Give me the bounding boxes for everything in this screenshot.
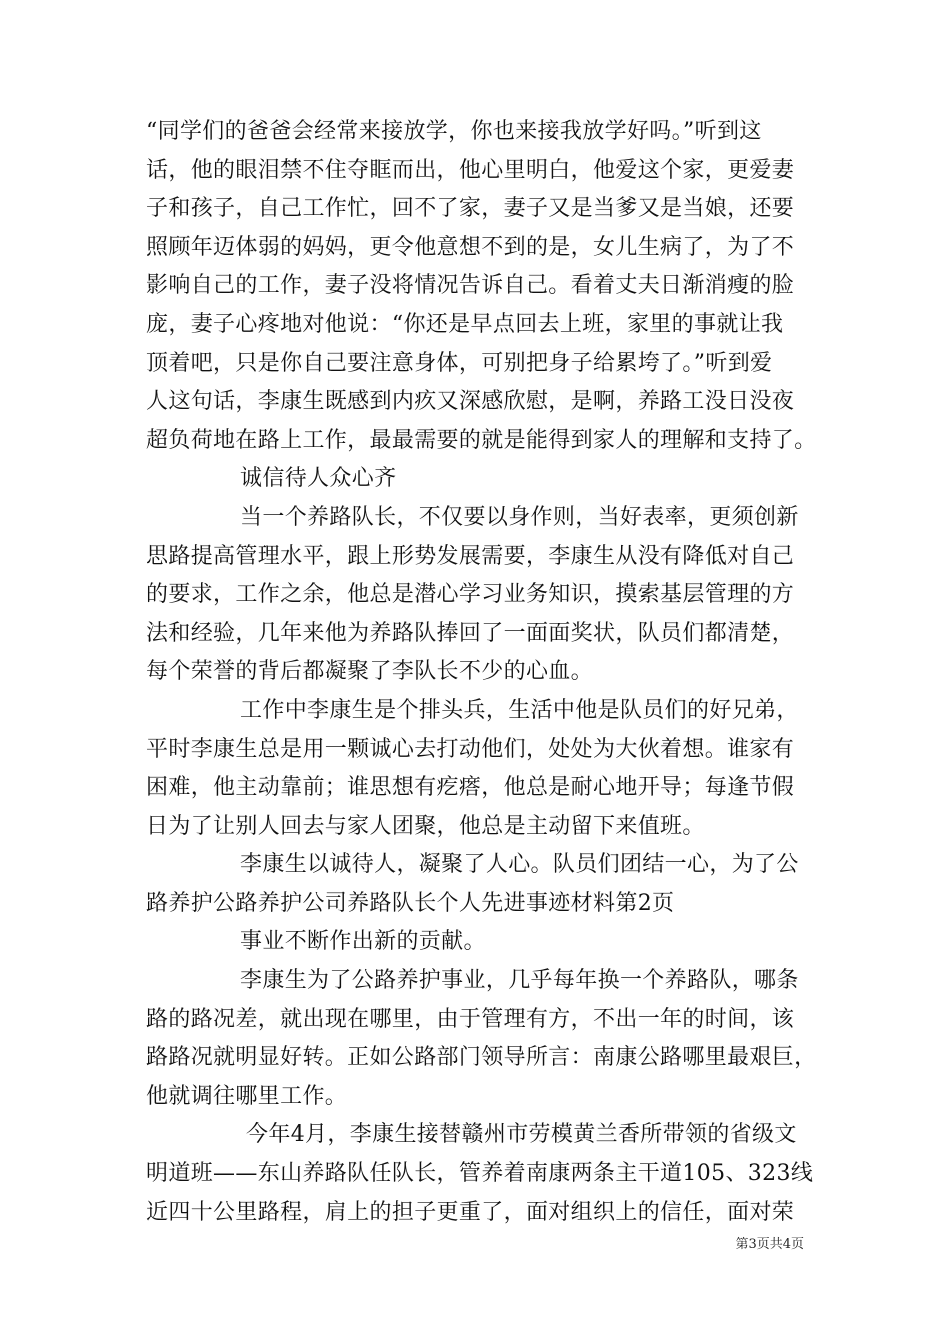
paragraph-start-line: 事业不断作出新的贡献。 — [240, 929, 486, 955]
text-line: 的要求，工作之余，他总是潜心学习业务知识，摸索基层管理的方 — [146, 582, 795, 608]
text-line: 路养护公路养护公司养路队长个人先进事迹材料第2页 — [146, 890, 675, 916]
paragraph-start-line: 李康生为了公路养护事业，几乎每年换一个养路队，哪条 — [240, 968, 799, 994]
text-line: 人这句话，李康生既感到内疚又深感欣慰，是啊，养路工没日没夜 — [146, 389, 795, 415]
text-line: 路路况就明显好转。正如公路部门领导所言：南康公路哪里最艰巨， — [146, 1045, 817, 1071]
text-line: 每个荣誉的背后都凝聚了李队长不少的心血。 — [146, 659, 594, 685]
text-line: 平时李康生总是用一颗诚心去打动他们，处处为大伙着想。谁家有 — [146, 736, 795, 762]
paragraph-start-line: 今年4月，李康生接替赣州市劳模黄兰香所带领的省级文 — [246, 1122, 797, 1148]
text-line: 近四十公里路程，肩上的担子更重了，面对组织上的信任，面对荣 — [146, 1199, 795, 1225]
text-line: 子和孩子，自己工作忙，回不了家，妻子又是当爹又是当娘，还要 — [146, 196, 795, 222]
text-line: 法和经验，几年来他为养路队捧回了一面面奖状，队员们都清楚， — [146, 620, 795, 646]
document-body — [146, 113, 817, 1232]
text-line: 影响自己的工作，妻子没将情况告诉自己。看着丈夫日渐消瘦的脸 — [146, 273, 795, 299]
text-line: 照顾年迈体弱的妈妈，更令他意想不到的是，女儿生病了，为了不 — [146, 234, 795, 260]
text-line: 明道班——东山养路队任队长，管养着南康两条主干道105、323线 — [146, 1161, 814, 1187]
paragraph-start-line: 工作中李康生是个排头兵，生活中他是队员们的好兄弟， — [240, 697, 799, 723]
text-line: 超负荷地在路上工作，最最需要的就是能得到家人的理解和支持了。 — [146, 427, 817, 453]
text-line: 他就调往哪里工作。 — [146, 1083, 348, 1109]
paragraph-start-line: 当一个养路队长，不仅要以身作则，当好表率，更须创新 — [240, 504, 799, 530]
page-number-footer: 第3页共4页 — [735, 1237, 804, 1252]
text-line: 庞，妻子心疼地对他说：“你还是早点回去上班，家里的事就让我 — [146, 311, 784, 337]
text-line: 日为了让别人回去与家人团聚，他总是主动留下来值班。 — [146, 813, 705, 839]
paragraph-start-line: 李康生以诚待人，凝聚了人心。队员们团结一心，为了公 — [240, 852, 799, 878]
text-line: 思路提高管理水平，跟上形势发展需要，李康生从没有降低对自己 — [146, 543, 795, 569]
section-heading: 诚信待人众心齐 — [240, 466, 397, 492]
text-line: 路的路况差，就出现在哪里，由于管理有方，不出一年的时间，该 — [146, 1006, 795, 1032]
text-line: 话，他的眼泪禁不住夺眶而出，他心里明白，他爱这个家，更爱妻 — [146, 157, 795, 183]
text-line: 顶着吧，只是你自己要注意身体，可别把身子给累垮了。”听到爱 — [146, 350, 773, 376]
text-line: 困难，他主动靠前；谁思想有疙瘩，他总是耐心地开导；每逢节假 — [146, 775, 795, 801]
text-line: “同学们的爸爸会经常来接放学，你也来接我放学好吗。”听到这 — [146, 119, 762, 144]
